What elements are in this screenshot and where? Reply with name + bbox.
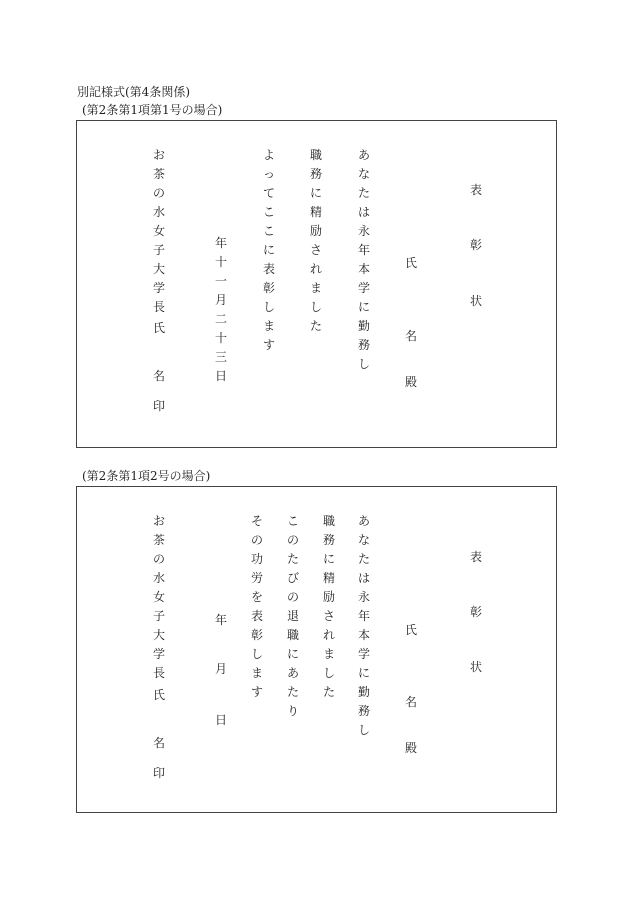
recipient-char: 名 xyxy=(404,695,417,709)
certificate-1-caption: (第2条第1項第1号の場合) xyxy=(82,103,223,117)
recipient-char: 名 xyxy=(404,329,417,343)
issuer-name: お 茶 の 水 女 子 大 学 長 xyxy=(152,148,165,314)
recipient-char: 氏 xyxy=(404,256,417,270)
issuer-char: 名 xyxy=(152,369,165,383)
body-line: よ っ て こ こ に 表 彰 し ま す xyxy=(262,148,275,352)
award-title-char: 彰 xyxy=(469,605,482,619)
body-line: こ の た び の 退 職 に あ た り xyxy=(286,514,299,718)
award-title-char: 状 xyxy=(469,660,482,674)
body-line: 職 務 に 精 励 さ れ ま し た xyxy=(322,514,335,699)
body-line: そ の 功 労 を 表 彰 し ま す xyxy=(250,514,263,699)
recipient-char: 殿 xyxy=(404,741,417,755)
seal-mark: 印 xyxy=(152,766,165,780)
issuer-char: 名 xyxy=(152,736,165,750)
issuer-char: 氏 xyxy=(152,688,165,702)
body-line: あ な た は 永 年 本 学 に 勤 務 し xyxy=(357,514,370,737)
certificate-2-frame xyxy=(76,486,557,813)
date-char: 月 xyxy=(214,662,227,676)
certificate-2-caption: (第2条第1項2号の場合) xyxy=(82,469,211,483)
date-line: 年 十 一 月 二 十 三 日 xyxy=(214,236,227,383)
issuer-name: お 茶 の 水 女 子 大 学 長 xyxy=(152,514,165,680)
body-line: あ な た は 永 年 本 学 に 勤 務 し xyxy=(357,148,370,371)
seal-mark: 印 xyxy=(152,399,165,413)
award-title-char: 表 xyxy=(469,550,482,564)
award-title-char: 彰 xyxy=(469,238,482,252)
award-title-char: 表 xyxy=(469,183,482,197)
date-char: 年 xyxy=(214,613,227,627)
form-title: 別記様式(第4条関係) xyxy=(77,85,190,99)
body-line: 職 務 に 精 励 さ れ ま し た xyxy=(309,148,322,333)
date-char: 日 xyxy=(214,713,227,727)
award-title-char: 状 xyxy=(469,294,482,308)
recipient-char: 殿 xyxy=(404,375,417,389)
issuer-char: 氏 xyxy=(152,321,165,335)
recipient-char: 氏 xyxy=(404,623,417,637)
